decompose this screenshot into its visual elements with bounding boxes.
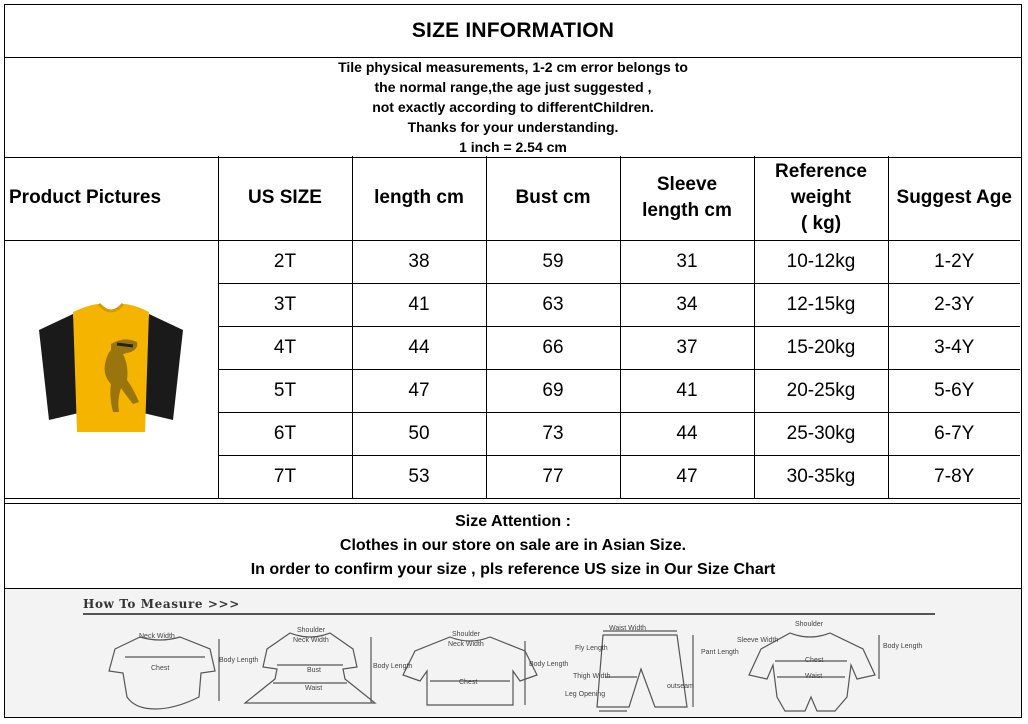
label-neck-width: Neck Width	[139, 633, 175, 640]
cell-sleeve: 47	[620, 456, 754, 499]
label-body-length-4: Body Length	[883, 643, 923, 650]
cell-length: 44	[352, 327, 486, 370]
label-chest-3: Chest	[805, 657, 824, 664]
cell-size: 4T	[218, 327, 352, 370]
header-product-pictures: Product Pictures	[5, 156, 218, 241]
label-shoulder-3: Shoulder	[795, 621, 824, 628]
cell-age: 3-4Y	[888, 327, 1020, 370]
label-neck-width-2: Neck Width	[293, 637, 329, 644]
label-fly-length: Fly Length	[575, 645, 608, 652]
cell-age: 1-2Y	[888, 241, 1020, 284]
header-weight-line2: weight	[790, 187, 852, 208]
cell-age: 6-7Y	[888, 413, 1020, 456]
label-thigh-width: Thigh Width	[573, 673, 611, 680]
header-weight-line1: Reference	[775, 161, 867, 182]
cell-sleeve: 31	[620, 241, 754, 284]
product-picture-cell	[5, 241, 218, 499]
attention-line-2: In order to confirm your size , pls reference US size in Our Size Chart	[250, 561, 776, 578]
cell-bust: 73	[486, 413, 620, 456]
cell-bust: 66	[486, 327, 620, 370]
cell-sleeve: 37	[620, 327, 754, 370]
note-line-2: the normal range,the age just suggested ,	[374, 79, 652, 95]
label-outseam: outseam	[667, 683, 694, 690]
label-chest-1: Chest	[151, 665, 170, 672]
note-line-4: Thanks for your understanding.	[407, 119, 619, 135]
page-title: SIZE INFORMATION	[5, 5, 1021, 58]
header-sleeve	[620, 156, 754, 241]
size-chart-sheet	[4, 4, 1022, 718]
cell-weight: 25-30kg	[754, 413, 888, 456]
size-table	[5, 156, 1020, 499]
cell-age: 7-8Y	[888, 456, 1020, 499]
header-weight-line3: ( kg)	[800, 213, 842, 234]
measurement-note	[5, 57, 1021, 158]
cell-weight: 20-25kg	[754, 370, 888, 413]
label-waist-width: Waist Width	[609, 625, 647, 632]
label-waist-1: Waist	[305, 685, 323, 692]
how-to-measure-panel	[5, 589, 1021, 717]
label-leg-opening: Leg Opening	[565, 691, 606, 698]
tshirt-dinosaur-icon	[21, 292, 201, 442]
cell-size: 2T	[218, 241, 352, 284]
label-pant-length: Pant Length	[701, 649, 739, 656]
cell-size: 3T	[218, 284, 352, 327]
size-attention	[5, 503, 1021, 589]
label-shoulder-1: Shoulder	[297, 627, 326, 634]
label-sleeve-width: Sleeve Width	[737, 637, 779, 644]
attention-heading: Size Attention :	[455, 513, 571, 530]
header-us-size: US SIZE	[218, 156, 352, 241]
how-to-divider	[83, 613, 935, 615]
header-bust: Bust cm	[486, 156, 620, 241]
note-line-5: 1 inch = 2.54 cm	[459, 139, 567, 155]
header-sleeve-line1: Sleeve	[656, 174, 718, 195]
cell-weight: 15-20kg	[754, 327, 888, 370]
label-waist-2: Waist	[805, 673, 823, 680]
cell-sleeve: 44	[620, 413, 754, 456]
cell-length: 38	[352, 241, 486, 284]
cell-sleeve: 41	[620, 370, 754, 413]
header-length: length cm	[352, 156, 486, 241]
label-body-length-3: Body Length	[529, 661, 569, 668]
label-neck-width-3: Neck Width	[448, 641, 484, 648]
cell-bust: 59	[486, 241, 620, 284]
label-bust: Bust	[307, 667, 322, 674]
label-shoulder-2: Shoulder	[452, 631, 481, 638]
label-body-length-2: Body Length	[373, 663, 413, 670]
cell-sleeve: 34	[620, 284, 754, 327]
cell-bust: 69	[486, 370, 620, 413]
cell-length: 53	[352, 456, 486, 499]
label-body-length-1: Body Length	[219, 657, 259, 664]
header-weight	[754, 156, 888, 241]
cell-bust: 63	[486, 284, 620, 327]
cell-size: 6T	[218, 413, 352, 456]
cell-size: 7T	[218, 456, 352, 499]
cell-age: 5-6Y	[888, 370, 1020, 413]
cell-length: 41	[352, 284, 486, 327]
table-header-row	[5, 156, 1020, 241]
attention-line-1: Clothes in our store on sale are in Asian Size.	[339, 537, 687, 554]
note-line-1: Tile physical measurements, 1-2 cm error belongs to	[338, 59, 688, 75]
cell-weight: 12-15kg	[754, 284, 888, 327]
how-to-measure-title: How To Measure >>>	[83, 597, 240, 611]
cell-bust: 77	[486, 456, 620, 499]
header-suggest-age: Suggest Age	[888, 156, 1020, 241]
note-line-3: not exactly according to differentChildren.	[372, 99, 654, 115]
cell-weight: 10-12kg	[754, 241, 888, 284]
table-row	[5, 241, 1020, 284]
cell-length: 47	[352, 370, 486, 413]
cell-age: 2-3Y	[888, 284, 1020, 327]
label-chest-2: Chest	[459, 679, 478, 686]
cell-weight: 30-35kg	[754, 456, 888, 499]
cell-size: 5T	[218, 370, 352, 413]
header-sleeve-line2: length cm	[642, 200, 732, 221]
cell-length: 50	[352, 413, 486, 456]
